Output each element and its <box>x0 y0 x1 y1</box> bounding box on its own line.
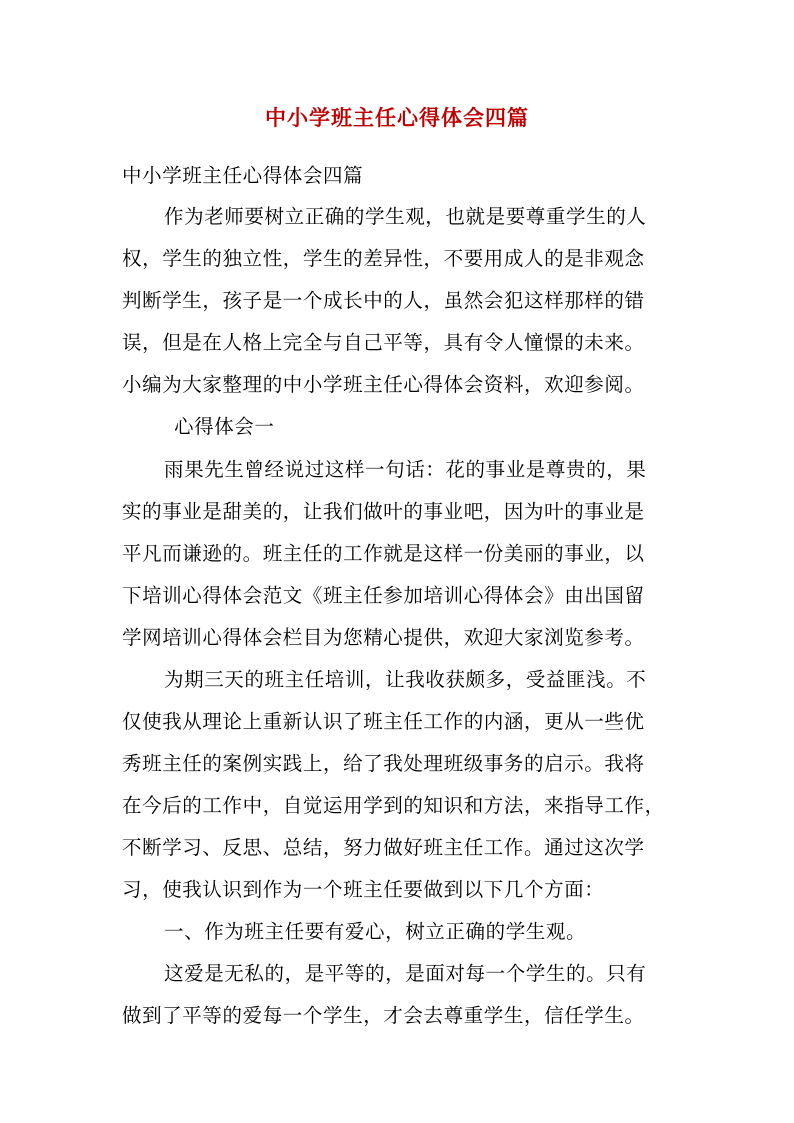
section-heading: 心得体会一 <box>174 415 275 438</box>
paragraph-line: 权，学生的独立性，学生的差异性，不要用成人的是非观念 <box>122 247 645 270</box>
paragraph-line: 不断学习、反思、总结，努力做好班主任工作。通过这次学 <box>122 836 645 859</box>
paragraph-line: 做到了平等的爱每一个学生，才会去尊重学生，信任学生。 <box>122 1004 645 1027</box>
paragraph-line: 下培训心得体会范文《班主任参加培训心得体会》由出国留 <box>122 584 645 607</box>
paragraph-line: 小编为大家整理的中小学班主任心得体会资料，欢迎参阅。 <box>122 373 645 396</box>
paragraph-line: 学网培训心得体会栏目为您精心提供，欢迎大家浏览参考。 <box>122 626 645 649</box>
paragraph-line: 仅使我从理论上重新认识了班主任工作的内涵，更从一些优 <box>122 710 645 733</box>
document-title: 中小学班主任心得体会四篇 <box>265 105 529 130</box>
paragraph-line: 一、作为班主任要有爱心，树立正确的学生观。 <box>164 920 587 943</box>
paragraph-line: 在今后的工作中，自觉运用学到的知识和方法，来指导工作， <box>122 794 665 817</box>
paragraph-line: 误，但是在人格上完全与自己平等，具有令人憧憬的未来。 <box>122 331 645 354</box>
paragraph-line: 习，使我认识到作为一个班主任要做到以下几个方面： <box>122 878 605 901</box>
paragraph-line: 雨果先生曾经说过这样一句话：花的事业是尊贵的，果 <box>164 458 647 481</box>
paragraph-line: 作为老师要树立正确的学生观，也就是要尊重学生的人 <box>164 205 647 228</box>
paragraph-line: 秀班主任的案例实践上，给了我处理班级事务的启示。我将 <box>122 752 645 775</box>
paragraph-line: 实的事业是甜美的，让我们做叶的事业吧，因为叶的事业是 <box>122 500 645 523</box>
subtitle-line: 中小学班主任心得体会四篇 <box>122 164 364 187</box>
paragraph-line: 为期三天的班主任培训，让我收获颇多，受益匪浅。不 <box>164 668 647 691</box>
paragraph-line: 判断学生，孩子是一个成长中的人，虽然会犯这样那样的错 <box>122 289 645 312</box>
paragraph-line: 平凡而谦逊的。班主任的工作就是这样一份美丽的事业，以 <box>122 542 645 565</box>
paragraph-line: 这爱是无私的，是平等的，是面对每一个学生的。只有 <box>164 962 647 985</box>
